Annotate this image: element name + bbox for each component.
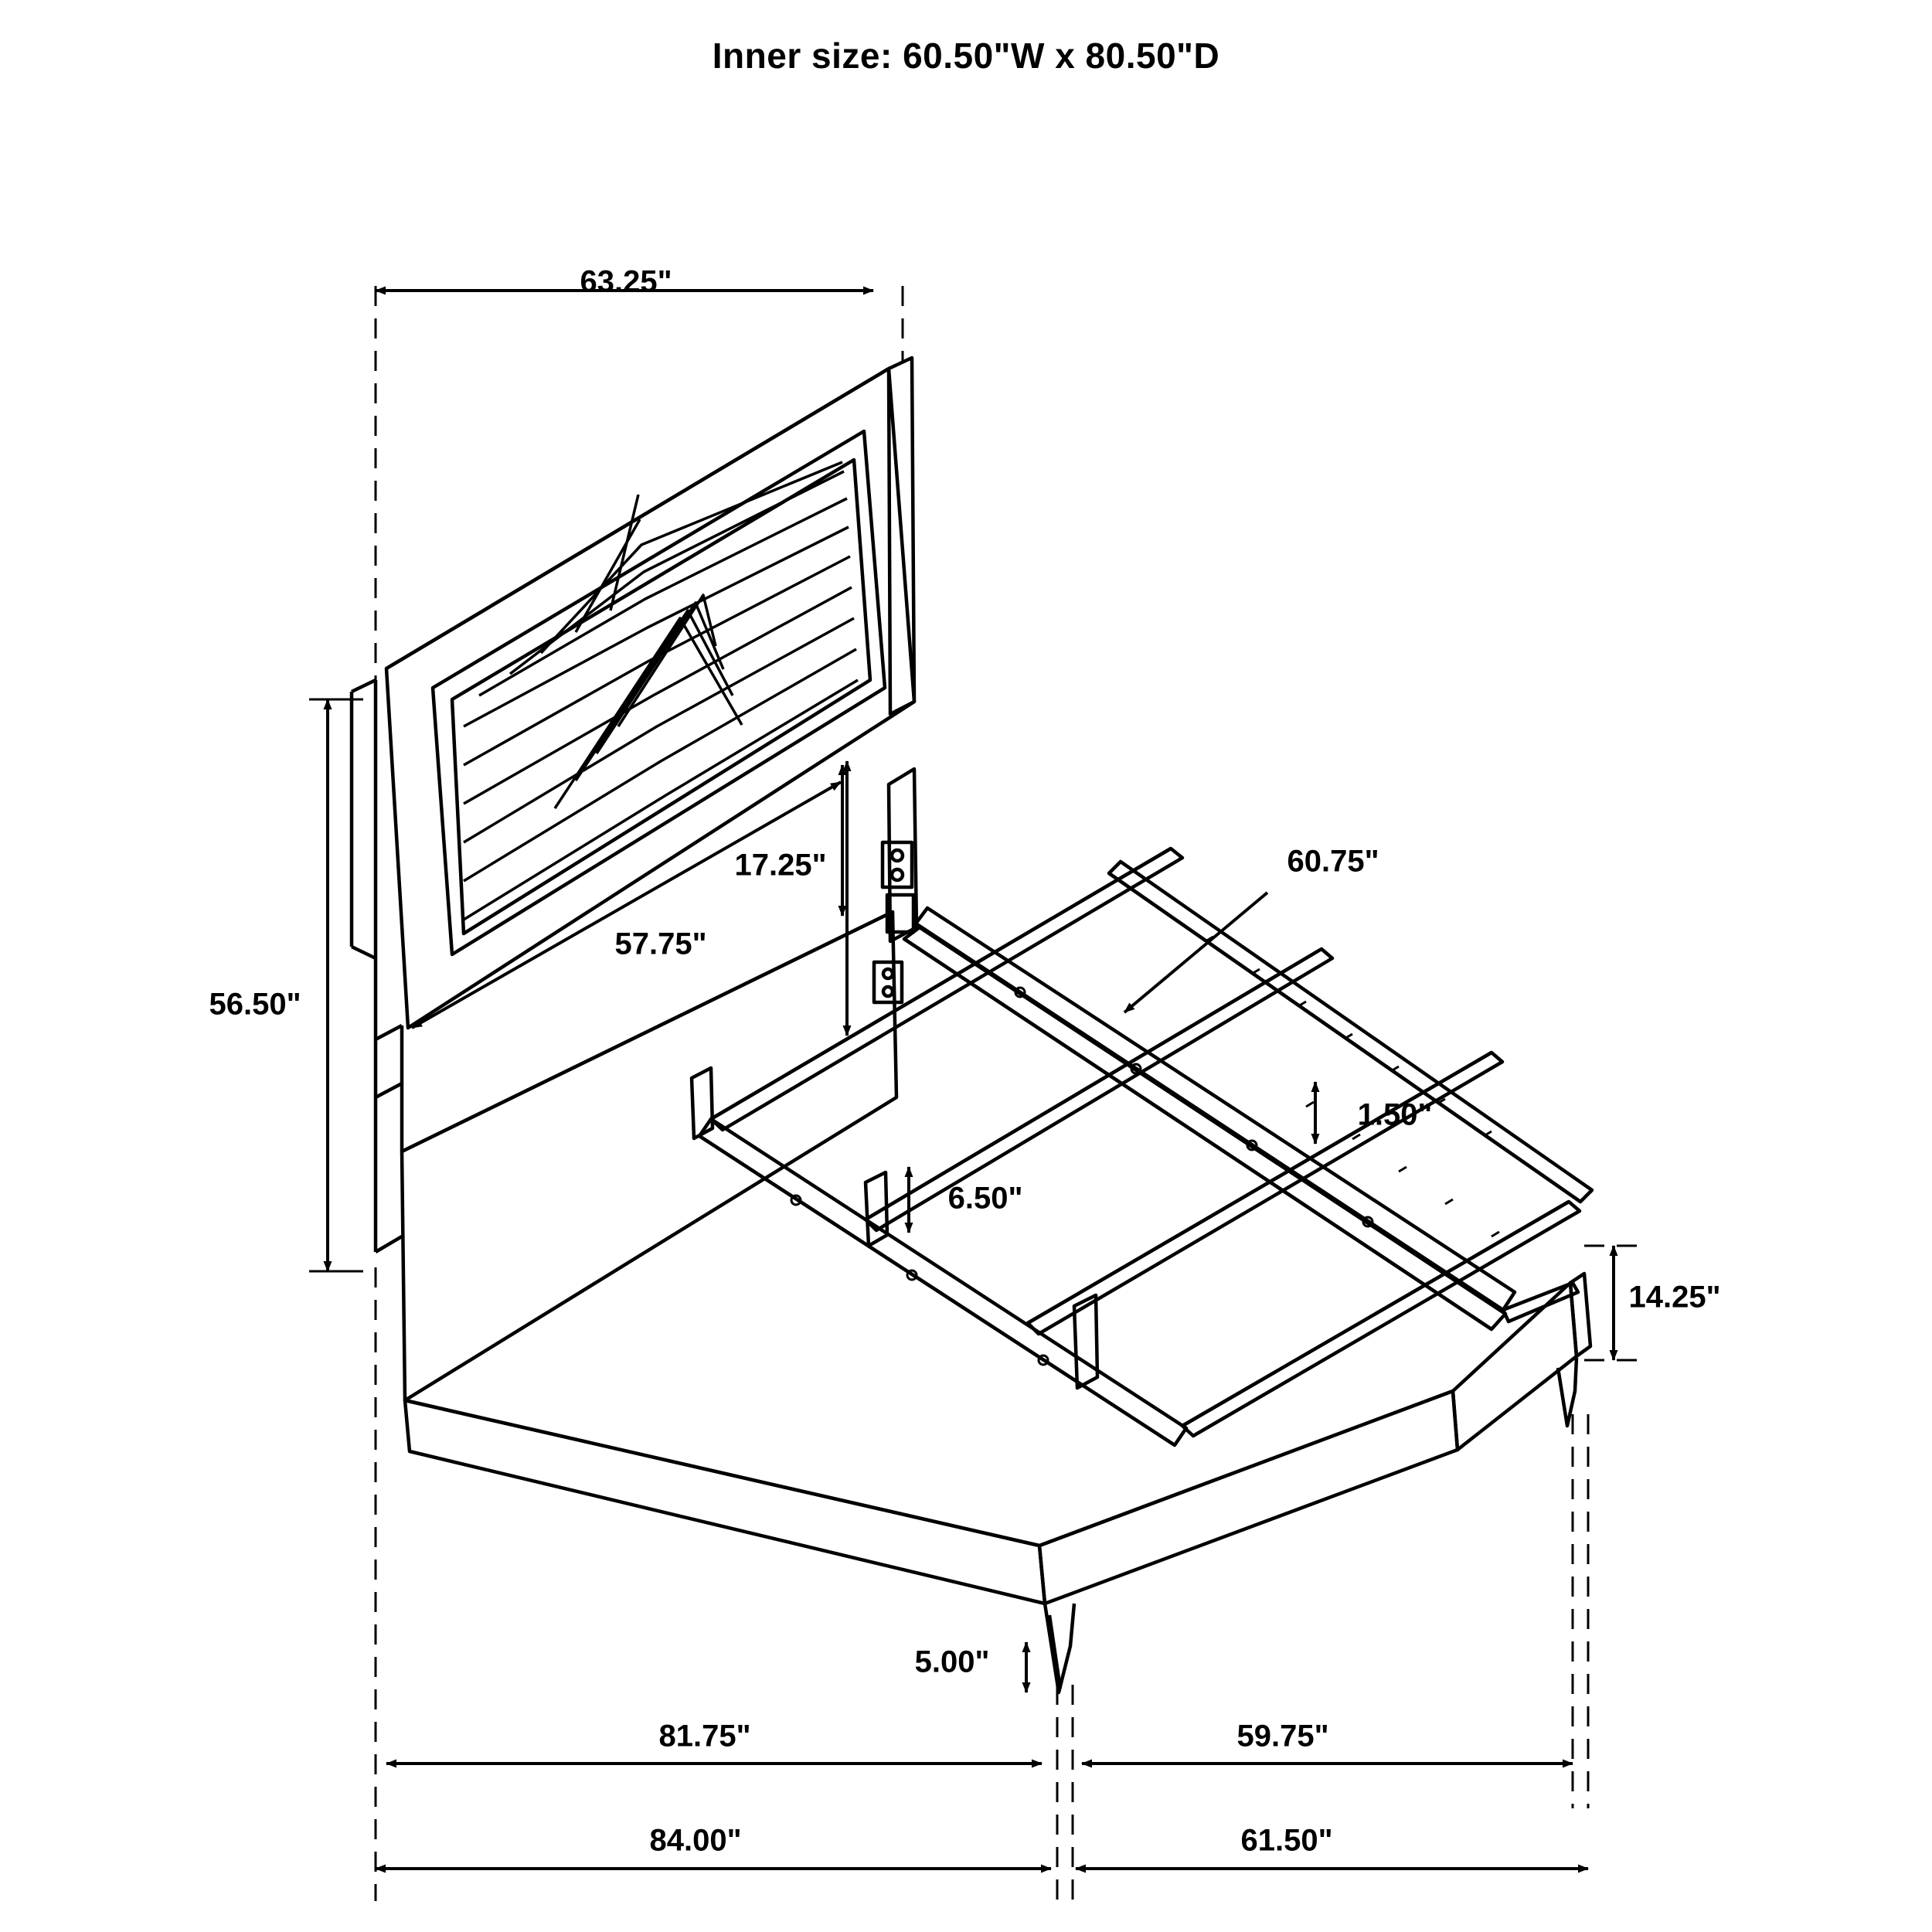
- dimension-label-inner-length: 81.75": [658, 1719, 751, 1753]
- dimension-label-footboard-height: 14.25": [1628, 1280, 1721, 1315]
- dimension-label-headboard-width: 63.25": [580, 264, 672, 299]
- dimension-label-inner-width: 59.75": [1236, 1719, 1329, 1753]
- bed-outline: [352, 358, 1592, 1692]
- dimension-label-overall-width: 61.50": [1240, 1823, 1333, 1858]
- dimension-label-slat-span: 60.75": [1287, 844, 1379, 879]
- dimension-label-headboard-inner-height: 57.75": [614, 927, 707, 961]
- dimension-label-rail-thickness: 1.50": [1357, 1097, 1433, 1132]
- dimension-label-overall-headboard-height: 56.50": [209, 987, 301, 1022]
- dimension-label-center-support-height: 6.50": [947, 1181, 1023, 1216]
- dimension-label-headboard-panel-height: 17.25": [734, 848, 827, 883]
- dimension-label-leg-height: 5.00": [914, 1645, 990, 1679]
- dimension-label-overall-length: 84.00": [649, 1823, 742, 1858]
- page-title: Inner size: 60.50"W x 80.50"D: [712, 36, 1220, 76]
